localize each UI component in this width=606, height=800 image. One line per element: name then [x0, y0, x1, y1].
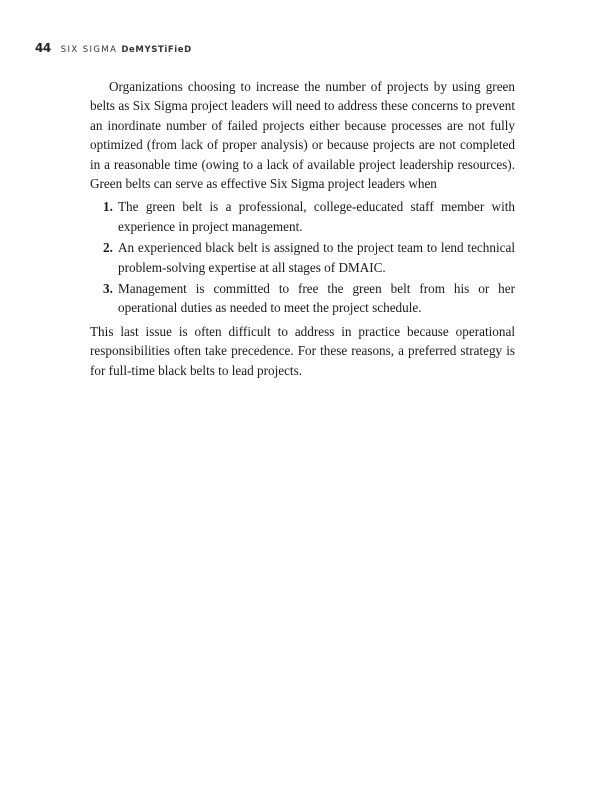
list-item — [90, 238, 515, 277]
list-item-number: 1. — [103, 199, 113, 215]
list-item-text: The green belt is a professional, college-educated staff member with experience in project management. — [118, 199, 515, 234]
page-number: 44 — [35, 41, 51, 55]
list-item-text: An experienced black belt is assigned to the project team to lend technical problem-solving expertise at all stages of DMAIC. — [118, 240, 515, 275]
list-item-number: 2. — [103, 240, 113, 256]
list-item — [90, 197, 515, 236]
page-body — [90, 77, 515, 380]
list-item-number: 3. — [103, 281, 113, 297]
list-item-text: Management is committed to free the green belt from his or her operational duties as needed to meet the project schedule. — [118, 281, 515, 316]
book-title-subtitle: DeMYSTiFieD — [121, 45, 192, 55]
running-head — [35, 41, 192, 57]
closing-paragraph: This last issue is often difficult to address in practice because operational responsibilities often take precedence. For these reasons, a preferred strategy is for full-time black belts to lead projects. — [90, 323, 515, 378]
book-title: SIX SIGMA — [60, 45, 118, 55]
list-item — [90, 279, 515, 318]
numbered-list — [90, 197, 515, 317]
intro-paragraph: Organizations choosing to increase the number of projects by using green belts as Six Sigma project leaders will need to address these concerns to prevent an inordinate number of failed projects either because processes are not fully optimized (from lack of proper analysis) or because projects are not completed in a reasonable time (owing to a lack of available project leadership resources). Green belts can serve as effective Six Sigma project leaders when — [90, 79, 515, 192]
